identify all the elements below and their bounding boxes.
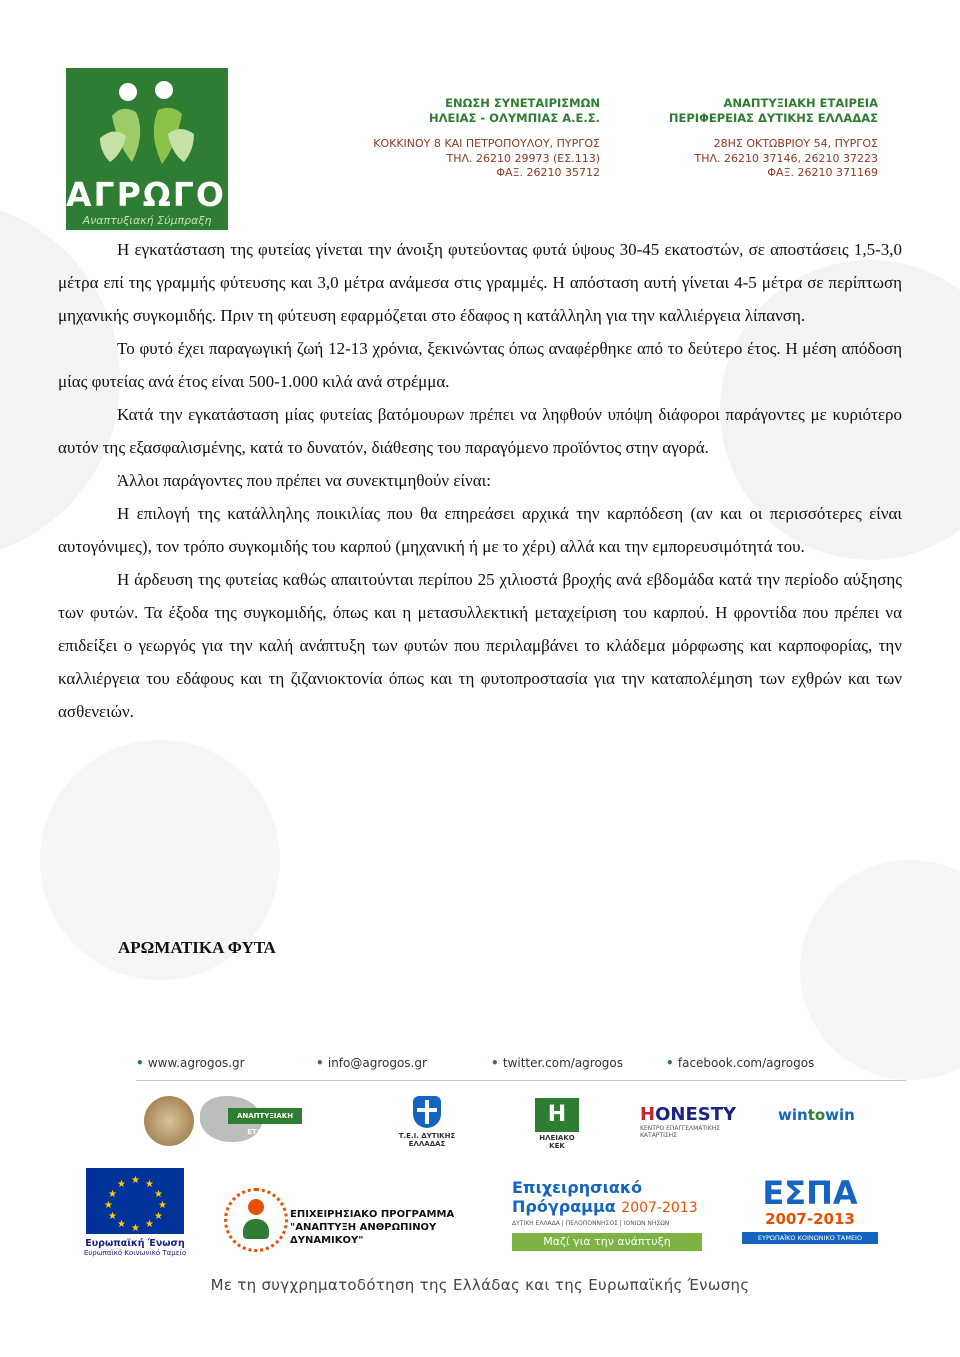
- document-body: [58, 233, 902, 728]
- western-greece-program-logo: [512, 1178, 712, 1251]
- left-org-address: ΚΟΚΚΙΝΟΥ 8 ΚΑΙ ΠΕΤΡΟΠΟΥΛΟΥ, ΠΥΡΓΟΣ: [373, 137, 600, 150]
- epa-title: ΕΠΙΧΕΙΡΗΣΙΑΚΟ ΠΡΟΓΡΑΜΜΑ: [290, 1209, 455, 1220]
- wg-title: Επιχειρησιακό: [512, 1178, 643, 1197]
- left-org-name: ΗΛΕΙΑΣ - ΟΛΥΜΠΙΑΣ Α.Ε.Σ.: [428, 110, 600, 125]
- footer-divider: [136, 1080, 906, 1081]
- paragraph: Η εγκατάσταση της φυτείας γίνεται την άνοιξη φυτεύοντας φυτά ύψους 30-45 εκατοστών, σε αποστάσεις 1,5-3,0 μέτρα επί της γραμμής φύτευσης και 3,0 μέτρα ανάμεσα στις γραμμές. Η απόσταση αυτή γίνεται 4-5 μέτρα σε περίπτωση μηχανικής συγκομιδής. Πριν τη φύτευση εφαρμόζεται στο έδαφος η κατάλληλη για την καλλιέργεια λίπανση.: [58, 240, 902, 325]
- logo-subtitle: Αναπτυξιακή Σύμπραξη: [82, 214, 212, 227]
- wintowin-part: win: [825, 1106, 855, 1124]
- epa-logo: [224, 1188, 504, 1248]
- email-link[interactable]: • info@agrogos.gr: [316, 1056, 427, 1070]
- paragraph: Η άρδευση της φυτείας καθώς απαιτούνται περίπου 25 χιλιοστά βροχής ανά εβδομάδα κατά την περίοδο αύξησης των φυτών. Τα έξοδα της συγκομιδής, όπως και η μετασυλλεκτική μεταχείριση του καρπού. Η φροντίδα που πρέπει να επιδείξει ο γεωργός για την καλή ανάπτυξη των φυτών που περιλαμβάνει το κλάδεμα μόρφωσης και καρποφορίας, την καλλιέργεια του εδάφους και τη ζιζανιοκτονία όπως και τη φυτοπροστασία για την καταπολέμηση των εχθρών και των ασθενειών.: [58, 570, 902, 721]
- wg-title: Πρόγραμμα: [512, 1197, 616, 1216]
- partner-logos: [0, 1090, 960, 1152]
- eu-flag-icon: ★ ★ ★ ★ ★ ★ ★ ★ ★ ★ ★ ★: [86, 1168, 184, 1234]
- eu-logo: [80, 1168, 190, 1257]
- paragraph: Κατά την εγκατάσταση μίας φυτείας βατόμουρων πρέπει να ληφθούν υπόψη διάφοροι παράγοντες με κυριότερο αυτόν της εξασφαλισμένης, κατά το δυνατόν, διάθεσης του παραγόμενο προϊόντος στην αγορά.: [58, 405, 902, 457]
- right-org-name: ΑΝΑΠΤΥΞΙΑΚΗ ΕΤΑΙΡΕΙΑ: [723, 96, 878, 110]
- funding-note: Με τη συγχρηματοδότηση της Ελλάδας και της Ευρωπαϊκής Ένωσης: [210, 1276, 750, 1294]
- right-org-address: 28ΗΣ ΟΚΤΩΒΡΙΟΥ 54, ΠΥΡΓΟΣ: [713, 137, 878, 150]
- anaptyxiaki-logo: [200, 1092, 304, 1146]
- seal-logo: [144, 1096, 194, 1146]
- right-org-fax: ΦΑΞ. 26210 371169: [767, 166, 878, 179]
- anaptyxiaki-label: ΑΝΑΠΤΥΞΙΑΚΗ ΕΤΑΙΡΕΙΑ: [228, 1108, 302, 1124]
- tei-label: Τ.Ε.Ι. ΔΥΤΙΚΗΣ ΕΛΛΑΔΑΣ: [398, 1132, 456, 1148]
- tei-logo: [384, 1096, 470, 1148]
- human-figure-icon: [224, 1188, 288, 1252]
- epa-subtitle: "ΑΝΑΠΤΥΞΗ ΑΝΘΡΩΠΙΝΟΥ ΔΥΝΑΜΙΚΟΥ": [290, 1222, 437, 1246]
- espa-years: 2007-2013: [765, 1210, 855, 1228]
- right-org-phone: ΤΗΛ. 26210 37146, 26210 37223: [694, 151, 878, 165]
- kek-logo: [532, 1098, 582, 1150]
- wg-slogan: Μαζί για την ανάπτυξη: [512, 1233, 702, 1251]
- left-org-fax: ΦΑΞ. 26210 35712: [496, 166, 600, 179]
- eu-label: Ευρωπαϊκή Ένωση: [85, 1238, 185, 1249]
- right-org-name: ΠΕΡΙΦΕΡΕΙΑΣ ΔΥΤΙΚΗΣ ΕΛΛΑΔΑΣ: [668, 110, 878, 125]
- paragraph: Άλλοι παράγοντες που πρέπει να συνεκτιμηθούν είναι:: [117, 471, 491, 490]
- people-leaves-icon: [92, 76, 202, 174]
- watermark-shape: [800, 860, 960, 1080]
- crest-icon: [413, 1096, 441, 1128]
- espa-fund: ΕΥΡΩΠΑΪΚΟ ΚΟΙΝΩΝΙΚΟ ΤΑΜΕΙΟ: [742, 1232, 878, 1244]
- honesty-subtitle: ΚΕΝΤΡΟ ΕΠΑΓΓΕΛΜΑΤΙΚΗΣ ΚΑΤΑΡΤΙΣΗΣ: [640, 1125, 721, 1139]
- left-org-address-block: [360, 96, 600, 181]
- wg-years: 2007-2013: [621, 1200, 698, 1216]
- espa-logo: [742, 1176, 878, 1244]
- wg-region: ΔΥΤΙΚΗ ΕΛΛΑΔΑ | ΠΕΛΟΠΟΝΝΗΣΟΣ | ΙΟΝΙΩΝ ΝΗΣΩΝ: [512, 1220, 670, 1227]
- right-org-address-block: [640, 96, 878, 181]
- left-org-name: ΕΝΩΣΗ ΣΥΝΕΤΑΙΡΙΣΜΩΝ: [445, 96, 600, 110]
- logo-name: ΑΓΡΩΓΟΣ: [66, 175, 251, 214]
- paragraph: Η επιλογή της κατάλληλης ποικιλίας που θα επηρεάσει αρχικά την καρπόδεση (αν και οι περισσότερες είναι αυτογόνιμες), τον τρόπο συγκομιδής του καρπού (μηχανική ή με το χέρι) αλλά και την εμπορευσιμότητά του.: [58, 504, 902, 556]
- wintowin-logo: [778, 1106, 855, 1124]
- program-logos: [0, 1168, 960, 1268]
- paragraph: Το φυτό έχει παραγωγική ζωή 12-13 χρόνια, ξεκινώντας όπως αναφέρθηκε από το δεύτερο έτος. Η μέση απόδοση μίας φυτείας ανά έτος είναι 500-1.000 κιλά ανά στρέμμα.: [58, 339, 902, 391]
- twitter-link[interactable]: • twitter.com/agrogos: [491, 1056, 624, 1070]
- honesty-name: ONESTY: [655, 1104, 737, 1125]
- website-link[interactable]: • www.agrogos.gr: [136, 1056, 245, 1070]
- kek-label: ΗΛΕΙΑΚΟ ΚΕΚ: [539, 1134, 575, 1150]
- honesty-logo: [640, 1104, 750, 1139]
- wintowin-part: to: [807, 1106, 826, 1124]
- section-heading: ΑΡΩΜΑΤΙΚΑ ΦΥΤΑ: [118, 938, 276, 957]
- facebook-link[interactable]: • facebook.com/agrogos: [666, 1056, 815, 1070]
- eu-fund-label: Ευρωπαϊκό Κοινωνικό Ταμείο: [83, 1249, 187, 1257]
- left-org-phone: ΤΗΛ. 26210 29973 (ΕΣ.113): [446, 151, 600, 165]
- h-mark-icon: H: [535, 1098, 579, 1132]
- espa-title: ΕΣΠΑ: [762, 1174, 858, 1212]
- honesty-prefix: H: [640, 1104, 656, 1125]
- agrogos-logo: [66, 68, 251, 230]
- wintowin-part: win: [778, 1106, 808, 1124]
